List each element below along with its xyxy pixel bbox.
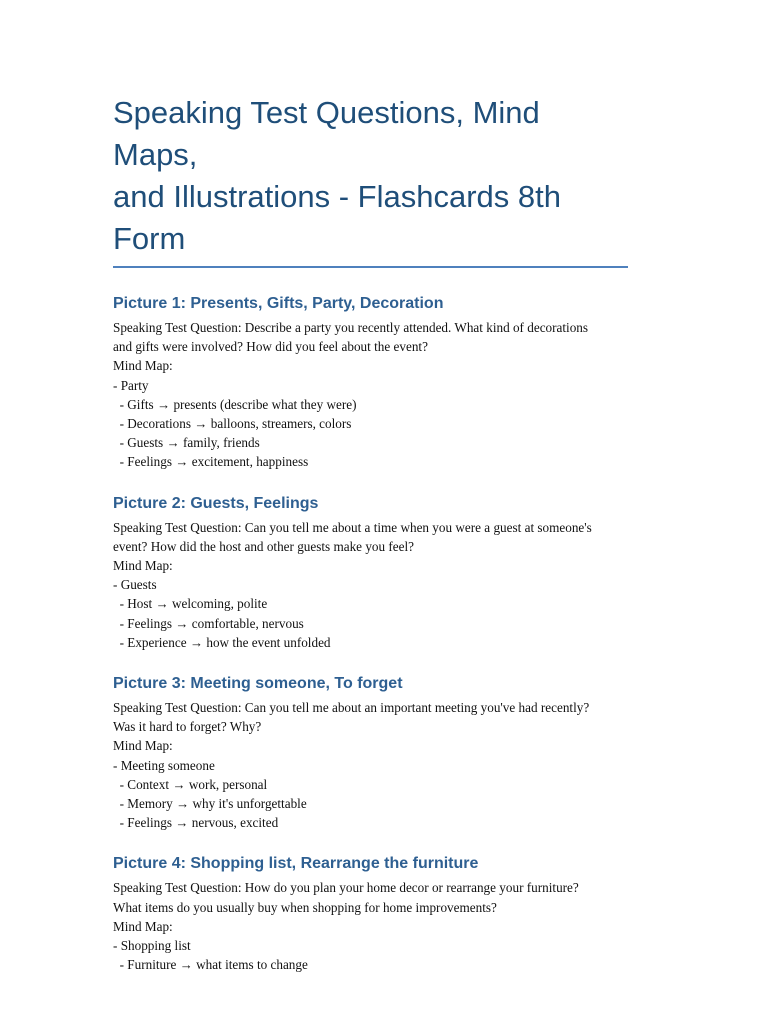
section-heading: Picture 2: Guests, Feelings [113, 494, 319, 512]
mind-map-item: - Furniture → what items to change [113, 957, 308, 973]
mind-map-label: Mind Map: [113, 558, 173, 574]
section-picture-3 [113, 673, 628, 832]
mind-map-item: - Memory → why it's unforgettable [113, 796, 307, 812]
question-line: What items do you usually buy when shopping for home improvements? [113, 899, 497, 915]
mind-map-item: - Decorations → balloons, streamers, colors [113, 416, 352, 432]
mind-map-root: - Shopping list [113, 938, 191, 954]
document-title-line-2: and Illustrations - Flashcards 8th Form [113, 179, 561, 256]
mind-map-item: - Guests → family, friends [113, 435, 260, 451]
section-picture-1 [113, 293, 628, 472]
mind-map-label: Mind Map: [113, 738, 173, 754]
mind-map-item: - Feelings → comfortable, nervous [113, 615, 304, 631]
mind-map-label: Mind Map: [113, 918, 173, 934]
section-heading: Picture 3: Meeting someone, To forget [113, 675, 403, 693]
mind-map-item: - Context → work, personal [113, 776, 268, 792]
mind-map-label: Mind Map: [113, 358, 173, 374]
mind-map-item: - Feelings → nervous, excited [113, 815, 279, 831]
question-line: Speaking Test Question: Can you tell me about an important meeting you've had recently? [113, 700, 590, 716]
document-title [113, 92, 628, 266]
section-heading: Picture 4: Shopping list, Rearrange the furniture [113, 855, 479, 873]
document-page [113, 92, 628, 995]
mind-map-item: - Host → welcoming, polite [113, 596, 268, 612]
mind-map-root: - Guests [113, 577, 157, 593]
title-divider [113, 266, 628, 268]
question-line: and gifts were involved? How did you feel about the event? [113, 339, 428, 355]
mind-map-item: - Experience → how the event unfolded [113, 634, 331, 650]
section-picture-4 [113, 853, 628, 974]
question-line: event? How did the host and other guests make you feel? [113, 538, 415, 554]
question-line: Speaking Test Question: Describe a party you recently attended. What kind of decorations [113, 320, 589, 335]
mind-map-item: - Gifts → presents (describe what they were) [113, 396, 357, 412]
section-picture-2 [113, 493, 628, 652]
mind-map-item: - Feelings → excitement, happiness [113, 454, 309, 470]
question-line: Was it hard to forget? Why? [113, 719, 262, 735]
mind-map-root: - Party [113, 377, 149, 393]
question-line: Speaking Test Question: How do you plan your home decor or rearrange your furniture? [113, 880, 579, 896]
document-title-line-1: Speaking Test Questions, Mind Maps, [113, 95, 540, 172]
mind-map-root: - Meeting someone [113, 757, 215, 773]
question-line: Speaking Test Question: Can you tell me about a time when you were a guest at someone's [113, 519, 592, 535]
section-heading: Picture 1: Presents, Gifts, Party, Decoration [113, 295, 444, 312]
